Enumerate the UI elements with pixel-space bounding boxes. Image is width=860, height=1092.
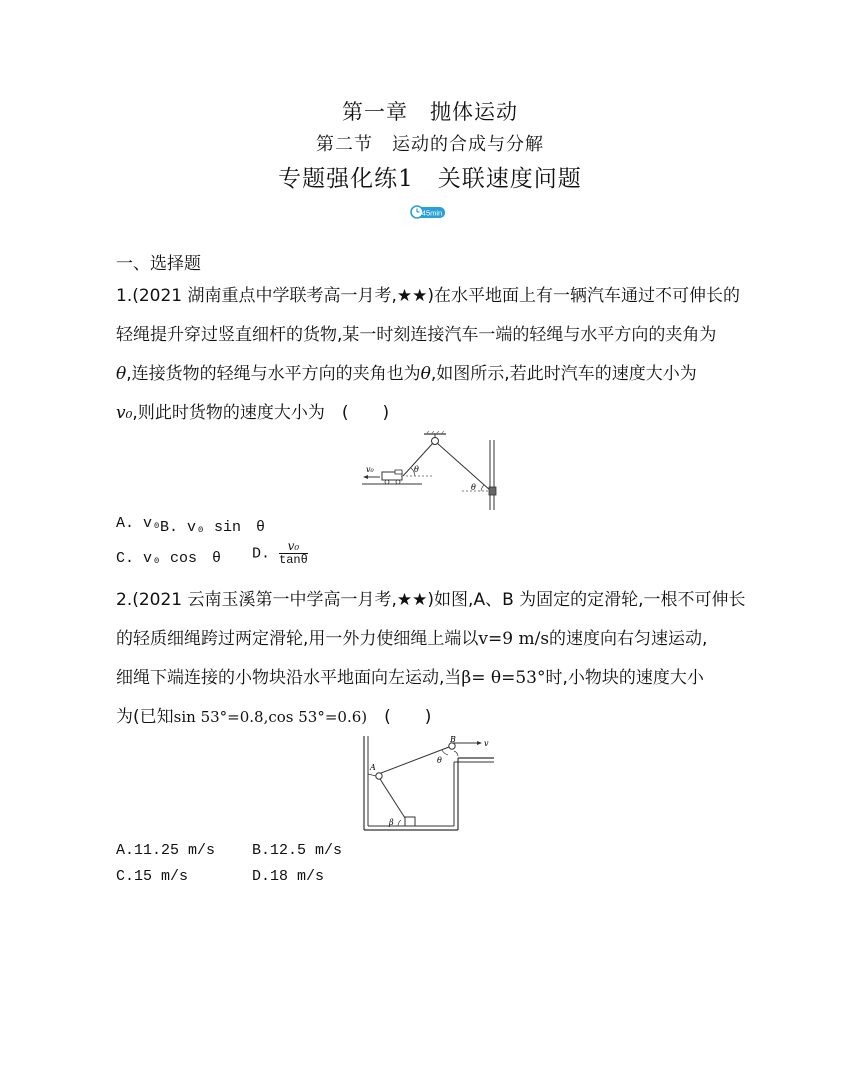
q1-option-c[interactable]: C. v₀ cos θ [116,550,222,567]
time-badge-label: 45min [421,208,443,218]
q1-option-d[interactable] [252,540,308,567]
q1-figure-theta-bottom: θ [471,483,476,492]
q2-line-2 [116,624,707,649]
q2-line-3-text-a: 细绳下端连接的小物块沿水平地面向左运动,当 [116,668,462,688]
q1-figure-car-pulley-rod [360,430,505,512]
q1-line-3-text-a: ,连接货物的轻绳与水平方向的夹角也为 [126,364,421,384]
q2-line-4-text-b: ( ) [367,707,432,727]
q1-theta-symbol-2: θ [420,364,431,384]
q1-option-d-denominator: tanθ [279,553,308,567]
q1-figure-v0-label: v₀ [366,465,374,474]
chapter-title: 第一章 抛体运动 [342,100,518,124]
q2-velocity-value: v=9 m/s [478,629,550,649]
q1-line-2: 轻绳提升穿过竖直细杆的货物,某一时刻连接汽车一端的轻绳与水平方向的夹角为 [116,325,717,345]
q1-option-d-prefix: D. [252,545,271,563]
q2-line-4-text-a: 为(已知 [116,707,174,727]
q2-known-values: sin 53°=0.8,cos 53°=0.6) [173,708,368,726]
q1-figure-theta-top: θ [414,465,419,474]
part-heading: 一、选择题 [116,254,201,274]
clock-time-badge-icon [410,205,446,219]
q1-v0-symbol: v₀ [116,403,133,423]
q2-line-2-text-a: 的轻质细绳跨过两定滑轮,用一外力使细绳上端以 [116,629,479,649]
q2-figure-label-beta: β [389,818,394,827]
exercise-title: 专题强化练1 关联速度问题 [278,166,582,192]
q2-line-3-text-b: 时,小物块的速度大小 [545,668,704,688]
q2-option-a[interactable]: A.11.25 m/s [116,842,216,859]
q2-figure-pulleys-block [360,734,500,832]
q1-option-a[interactable]: A. v₀ [116,515,162,532]
q2-option-c[interactable]: C.15 m/s [116,868,189,885]
q2-angle-condition: β= θ=53° [461,668,546,688]
section-title: 第二节 运动的合成与分解 [316,134,544,155]
q2-line-4 [116,702,431,727]
q1-line-1: 1.(2021 湖南重点中学联考高一月考,★★)在水平地面上有一辆汽车通过不可伸长的 [116,286,741,306]
q2-line-3 [116,663,704,688]
q1-line-4-text: ,则此时货物的速度大小为 ( ) [132,403,390,423]
q1-option-d-numerator: v₀ [279,540,308,554]
q1-line-3-text-b: ,如图所示,若此时汽车的速度大小为 [430,364,697,384]
q1-theta-symbol: θ [116,364,127,384]
q2-figure-label-a: A [370,763,376,772]
q2-option-b[interactable]: B.12.5 m/s [252,842,343,859]
q1-option-b[interactable]: B. v₀ sin θ [160,519,266,536]
q1-line-4 [116,398,389,423]
q1-option-d-fraction [279,540,308,567]
q2-figure-label-b: B [450,735,456,744]
q2-figure-label-v: v [484,739,489,748]
q2-figure-label-theta: θ [437,756,442,765]
q1-line-3 [116,359,697,384]
q2-option-d[interactable]: D.18 m/s [252,868,325,885]
q2-line-1: 2.(2021 云南玉溪第一中学高一月考,★★)如图,A、B 为固定的定滑轮,一根不可伸长 [116,590,746,610]
q2-line-2-text-b: 的速度向右匀速运动, [549,629,708,649]
